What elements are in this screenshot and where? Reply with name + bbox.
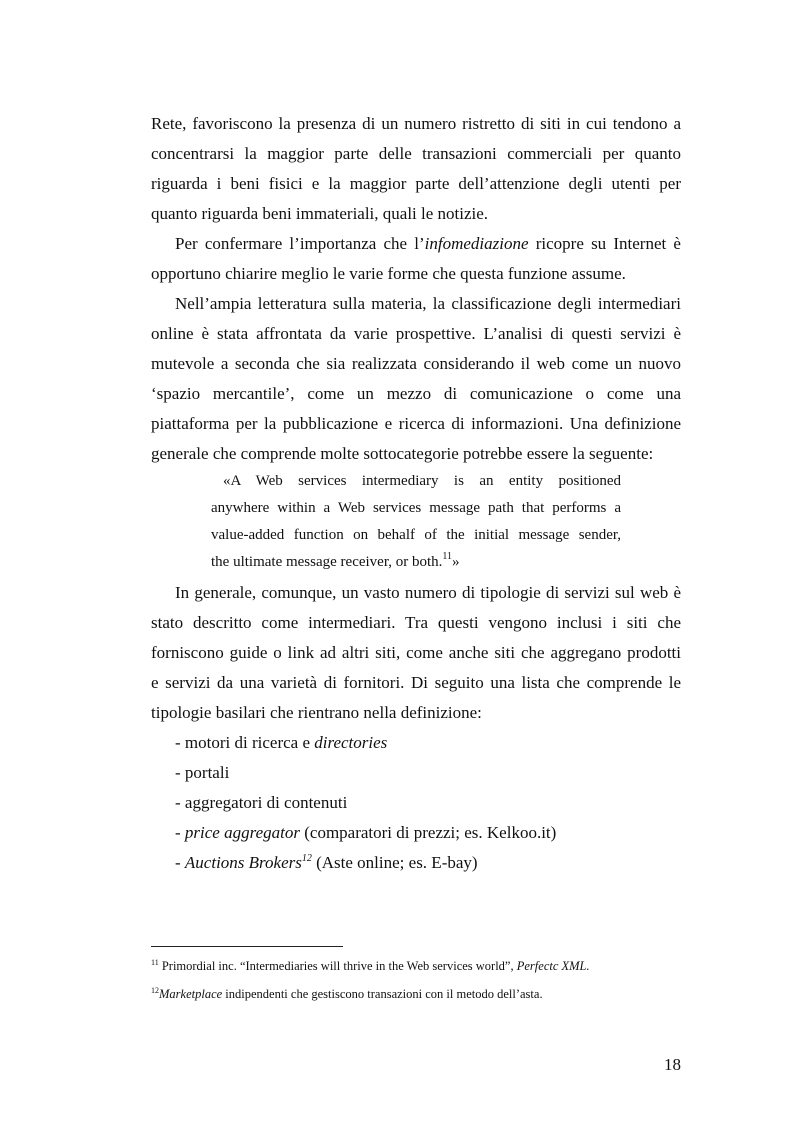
footnote-text: indipendenti che gestiscono transazioni con il metodo dell’asta. xyxy=(222,987,543,1001)
footnote-12 xyxy=(151,986,691,1002)
list-item xyxy=(175,728,675,758)
list-item-emphasis: directories xyxy=(314,733,388,752)
page-number: 18 xyxy=(664,1055,681,1074)
text-line: ‘spazio mercantile’, come un mezzo di comunicazione o come una xyxy=(151,384,681,403)
list-item-text: (Aste online; es. E-bay) xyxy=(311,853,478,872)
footnote-emphasis: Marketplace xyxy=(159,987,223,1001)
quote-line: anywhere within a Web services message path that performs a xyxy=(211,500,621,516)
footnote-emphasis: Perfectc XML. xyxy=(516,959,590,973)
footnote-ref-11[interactable]: 11 xyxy=(442,551,453,562)
quote-line xyxy=(211,549,621,576)
text-line: mutevole a seconda che sia realizzata considerando il web come un nuovo xyxy=(151,354,681,373)
intermediary-types-list xyxy=(175,728,675,878)
footnote-number: 11 xyxy=(151,958,159,967)
list-item-text: (comparatori di prezzi; es. Kelkoo.it) xyxy=(299,823,557,842)
quote-line: «A Web services intermediary is an entity positioned xyxy=(223,473,621,489)
paragraph-in-generale xyxy=(151,578,681,728)
footnote-11 xyxy=(151,958,691,974)
quote-text: the ultimate message receiver, or both. xyxy=(211,554,443,570)
list-item: - aggregatori di contenuti xyxy=(175,793,348,812)
text-line xyxy=(151,229,681,259)
block-quote xyxy=(211,468,621,576)
text-line: Nell’ampia letteratura sulla materia, la classificazione degli intermediari xyxy=(175,294,681,313)
footnote-number: 12 xyxy=(151,986,159,995)
text-line: online è stata affrontata da varie prospettive. L’analisi di questi servizi è xyxy=(151,324,681,343)
paragraph-letteratura xyxy=(151,289,681,469)
text-line: e servizi da una varietà di fornitori. Di seguito una lista che comprende le xyxy=(151,673,681,692)
text-line: tipologie basilari che rientrano nella definizione: xyxy=(151,703,482,722)
list-item-text: - xyxy=(175,853,185,872)
text-run: ricopre su Internet è xyxy=(528,234,681,253)
list-item xyxy=(175,848,675,878)
quote-line: value-added function on behalf of the initial message sender, xyxy=(211,527,621,543)
text-line: quanto riguarda beni immateriali, quali le notizie. xyxy=(151,204,489,223)
emphasis-term: infomediazione xyxy=(424,234,529,253)
list-item xyxy=(175,818,675,848)
text-line: riguarda i beni fisici e la maggior parte dell’attenzione degli utenti per xyxy=(151,174,681,193)
footnote-text: Primordial inc. “Intermediaries will thrive in the Web services world”, xyxy=(158,959,517,973)
quote-close: » xyxy=(452,554,460,570)
text-line: generale che comprende molte sottocategorie potrebbe essere la seguente: xyxy=(151,444,654,463)
list-item-text: - xyxy=(175,823,185,842)
text-line: stato descritto come intermediari. Tra questi vengono inclusi i siti che xyxy=(151,613,681,632)
text-run: Per confermare l’importanza che l’ xyxy=(175,234,425,253)
footnote-ref-12[interactable]: 12 xyxy=(301,853,312,864)
text-line: piattaforma per la pubblicazione e ricerca di informazioni. Una definizione xyxy=(151,414,681,433)
text-line: forniscono guide o link ad altri siti, come anche siti che aggregano prodotti xyxy=(151,643,681,662)
text-line: Rete, favoriscono la presenza di un numero ristretto di siti in cui tendono a xyxy=(151,114,681,133)
text-line: In generale, comunque, un vasto numero di tipologie di servizi sul web è xyxy=(175,583,681,602)
list-item-emphasis-text: Auctions Brokers xyxy=(184,853,302,872)
list-item-text: - motori di ricerca e xyxy=(175,733,315,752)
list-item-emphasis: price aggregator xyxy=(184,823,300,842)
list-item: - portali xyxy=(175,763,230,782)
footnote-divider xyxy=(151,946,343,947)
paragraph-rete xyxy=(151,109,681,229)
paragraph-infomediazione xyxy=(151,229,681,289)
text-line: concentrarsi la maggior parte delle transazioni commerciali per quanto xyxy=(151,144,681,163)
list-item-emphasis xyxy=(185,853,312,872)
text-line: opportuno chiarire meglio le varie forme che questa funzione assume. xyxy=(151,264,626,283)
